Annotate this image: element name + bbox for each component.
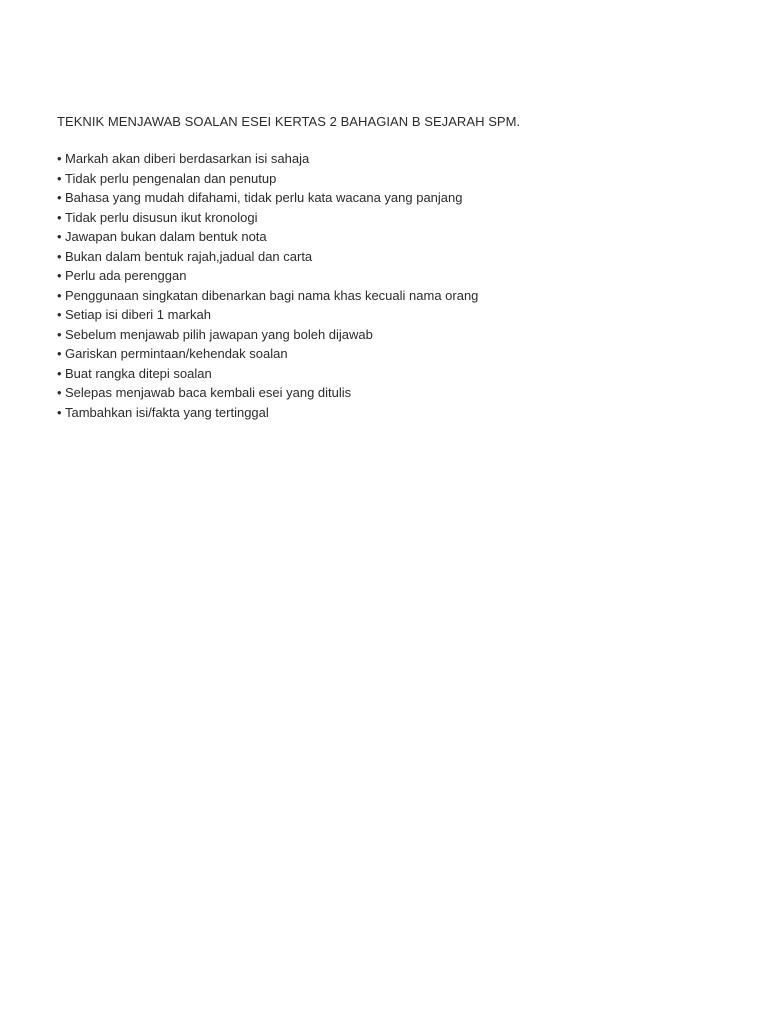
bullet-icon: • <box>57 307 62 322</box>
list-item <box>57 208 737 228</box>
list-item-text: Tidak perlu disusun ikut kronologi <box>65 209 258 225</box>
list-item-text: Setiap isi diberi 1 markah <box>65 307 211 322</box>
bullet-icon: • <box>57 209 62 225</box>
bullet-icon: • <box>57 385 62 400</box>
list-item-text: Selepas menjawab baca kembali esei yang ditulis <box>65 385 352 400</box>
bullet-icon: • <box>57 248 62 264</box>
bullet-icon: • <box>57 229 62 244</box>
bullet-icon: • <box>57 404 62 420</box>
list-item-text: Tambahkan isi/fakta yang tertinggal <box>65 404 269 420</box>
list-item-text: Bahasa yang mudah difahami, tidak perlu kata wacana yang panjang <box>65 190 463 205</box>
list-item-text: Sebelum menjawab pilih jawapan yang boleh dijawab <box>65 326 373 342</box>
list-item <box>57 383 737 403</box>
list-item <box>57 247 737 267</box>
list-item-text: Gariskan permintaan/kehendak soalan <box>65 346 288 361</box>
bullet-icon: • <box>57 326 62 342</box>
list-item <box>57 344 737 364</box>
list-item-text: Penggunaan singkatan dibenarkan bagi nama khas kecuali nama orang <box>65 287 479 303</box>
bullet-icon: • <box>57 268 62 283</box>
list-item <box>57 364 737 384</box>
list-item <box>57 266 737 286</box>
bullet-icon: • <box>57 190 62 205</box>
list-item-text: Jawapan bukan dalam bentuk nota <box>65 229 267 244</box>
document-title: TEKNIK MENJAWAB SOALAN ESEI KERTAS 2 BAHAGIAN B SEJARAH SPM. <box>57 114 521 129</box>
list-item <box>57 227 737 247</box>
list-item-text: Buat rangka ditepi soalan <box>65 365 212 381</box>
list-item-text: Tidak perlu pengenalan dan penutup <box>65 170 277 186</box>
tips-list <box>57 149 737 422</box>
list-item <box>57 169 737 189</box>
bullet-icon: • <box>57 346 62 361</box>
document-content <box>57 113 737 422</box>
list-item <box>57 286 737 306</box>
bullet-icon: • <box>57 170 62 186</box>
bullet-icon: • <box>57 151 62 166</box>
bullet-icon: • <box>57 287 62 303</box>
list-item-text: Bukan dalam bentuk rajah,jadual dan carta <box>65 248 313 264</box>
list-item <box>57 305 737 325</box>
list-item <box>57 188 737 208</box>
list-item <box>57 403 737 423</box>
bullet-icon: • <box>57 365 62 381</box>
list-item-text: Perlu ada perenggan <box>65 268 187 283</box>
list-item <box>57 325 737 345</box>
list-item-text: Markah akan diberi berdasarkan isi sahaja <box>65 151 310 166</box>
list-item <box>57 149 737 169</box>
